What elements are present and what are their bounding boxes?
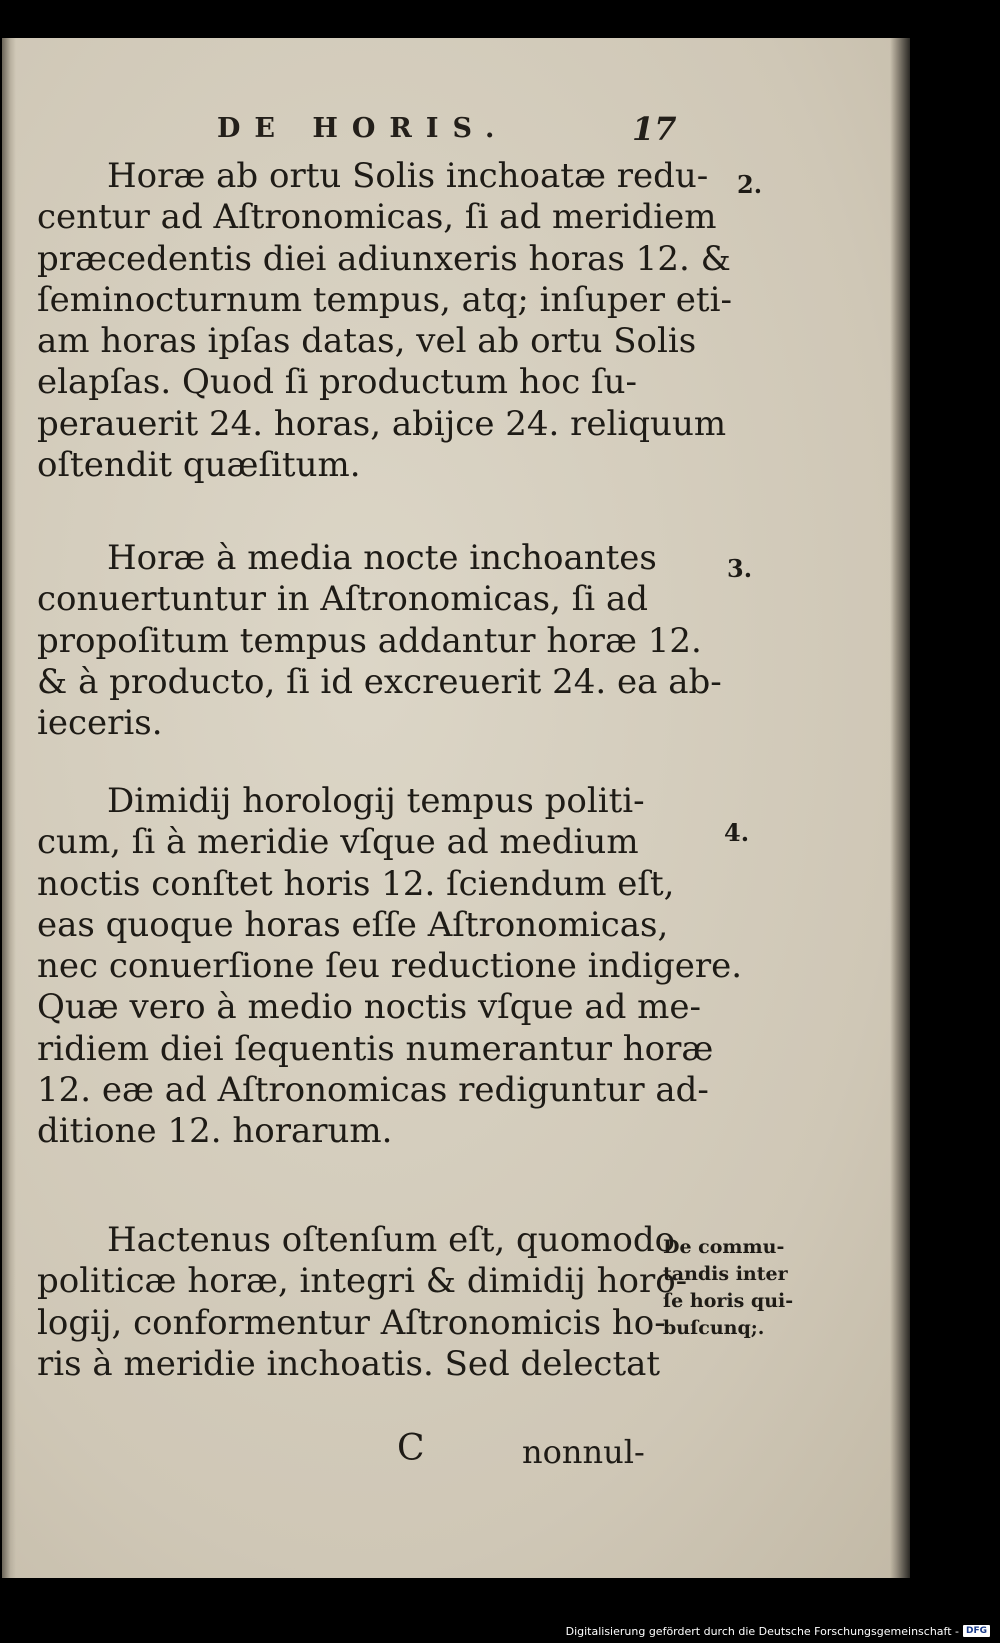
text-line: perauerit 24. horas, abijce 24. reliquum bbox=[37, 403, 727, 444]
note-line: tandis inter bbox=[663, 1263, 788, 1285]
margin-number: 2. bbox=[737, 170, 763, 199]
paragraph-1 bbox=[37, 156, 732, 486]
text-line: ridiem diei ſequentis numerantur horæ bbox=[37, 1028, 714, 1069]
page-shadow-right bbox=[890, 38, 910, 1578]
margin-number: 3. bbox=[727, 554, 753, 583]
text-line: am horas ipſas datas, vel ab ortu Solis bbox=[37, 321, 697, 362]
footer-text: Digitalisierung gefördert durch die Deutsche Forschungsgemeinschaft - bbox=[565, 1624, 959, 1638]
text-line: ſeminocturnum tempus, atq; inſuper eti- bbox=[37, 279, 732, 320]
margin-number: 4. bbox=[724, 818, 750, 847]
text-line: noctis conſtet horis 12. ſciendum eſt, bbox=[37, 863, 675, 904]
signature-mark: C bbox=[397, 1428, 425, 1469]
paragraph-2 bbox=[37, 538, 722, 744]
text-line: Horæ à media nocte inchoantes bbox=[107, 538, 657, 578]
text-line: Quæ vero à medio noctis vſque ad me- bbox=[37, 987, 702, 1028]
text-line: elapſas. Quod ſi productum hoc ſu- bbox=[37, 362, 638, 403]
text-line: ris à meridie inchoatis. Sed delectat bbox=[37, 1343, 661, 1384]
text-line: nec conuerſione ſeu reductione indigere. bbox=[37, 946, 743, 987]
text-line: centur ad Aſtronomicas, ſi ad meridiem bbox=[37, 197, 717, 238]
page-number: 17 bbox=[632, 110, 677, 148]
text-line: propoſitum tempus addantur horæ 12. bbox=[37, 620, 702, 661]
dfg-logo-icon: DFG bbox=[963, 1625, 990, 1637]
text-line: & à producto, ſi id excreuerit 24. ea ab- bbox=[37, 661, 722, 702]
page-shadow-left bbox=[2, 38, 16, 1578]
text-line: Horæ ab ortu Solis inchoatæ redu- bbox=[107, 156, 709, 196]
text-line: logij, conformentur Aſtronomicis ho- bbox=[37, 1302, 666, 1343]
text-line: eas quoque horas eſſe Aſtronomicas, bbox=[37, 904, 669, 945]
text-line: 12. eæ ad Aſtronomicas rediguntur ad- bbox=[37, 1070, 709, 1111]
paragraph-4 bbox=[37, 1220, 688, 1385]
running-title: DE HORIS. bbox=[217, 113, 509, 144]
text-line: cum, ſi à meridie vſque ad medium bbox=[37, 822, 639, 863]
catchword: nonnul- bbox=[522, 1433, 645, 1471]
text-line: Hactenus oſtenſum eſt, quomodo bbox=[107, 1220, 676, 1260]
book-page bbox=[2, 38, 910, 1578]
note-line: buſcunq;. bbox=[663, 1317, 765, 1339]
paragraph-3 bbox=[37, 781, 743, 1153]
text-line: ieceris. bbox=[37, 703, 163, 744]
note-line: De commu- bbox=[663, 1236, 785, 1258]
text-line: politicæ horæ, integri & dimidij horo- bbox=[37, 1261, 688, 1302]
text-line: Dimidij horologij tempus politi- bbox=[107, 781, 645, 821]
text-line: ditione 12. horarum. bbox=[37, 1111, 393, 1152]
footer-credit bbox=[566, 1621, 990, 1641]
text-line: conuertuntur in Aſtronomicas, ſi ad bbox=[37, 579, 649, 620]
text-line: oſtendit quæſitum. bbox=[37, 445, 361, 486]
marginal-note bbox=[663, 1234, 823, 1342]
text-line: præcedentis diei adiunxeris horas 12. & bbox=[37, 238, 731, 279]
note-line: ſe horis qui- bbox=[663, 1290, 794, 1312]
